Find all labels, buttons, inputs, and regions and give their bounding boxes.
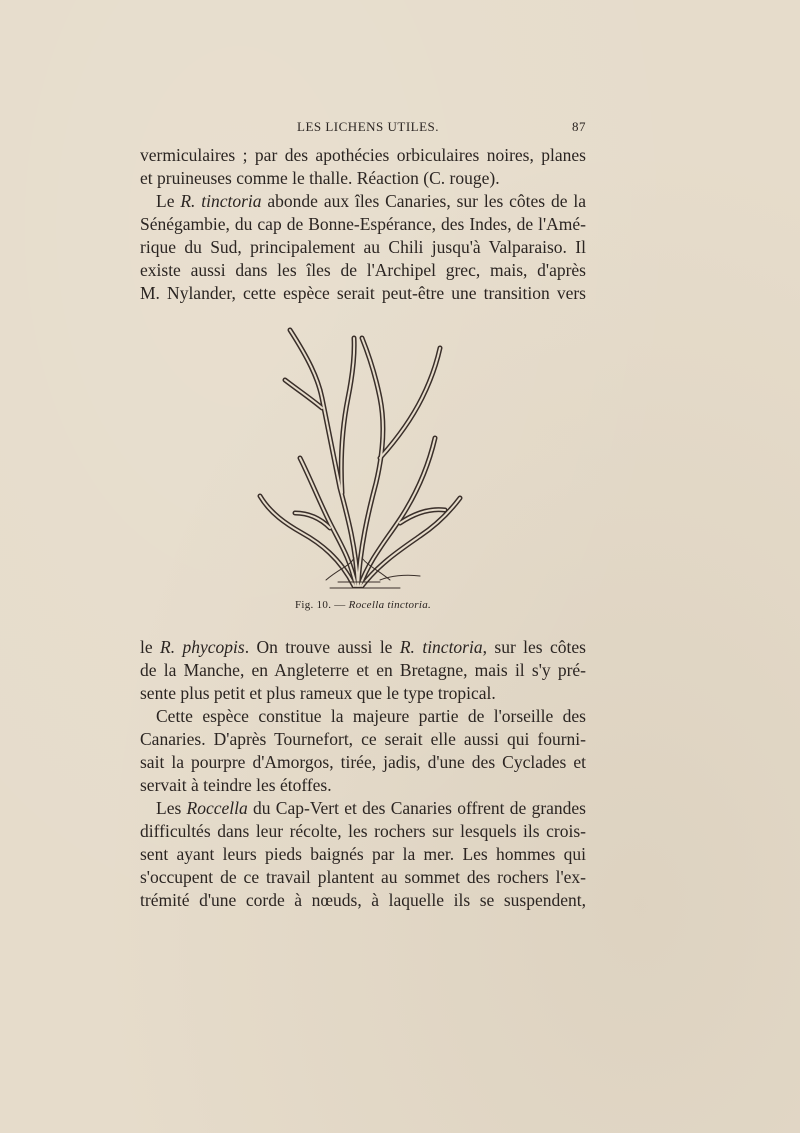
text-line [140, 636, 586, 659]
running-title: LES LICHENS UTILES. [297, 119, 440, 134]
paragraph-4 [140, 705, 586, 797]
text-line: existe aussi dans les îles de l'Archipel grec, mais, d'après [140, 260, 586, 280]
text-run: le [140, 637, 161, 657]
text-line: trémité d'une corde à nœuds, à laquelle ils se suspendent, [140, 890, 586, 910]
figure-caption [140, 599, 586, 611]
text-line: sait la pourpre d'Amorgos, tirée, jadis, d'une des Cyclades et [140, 752, 586, 772]
text-line: Canaries. D'après Tournefort, ce serait elle aussi qui fourni- [140, 729, 586, 749]
figure-illustration [230, 318, 490, 596]
text-run: . On trouve aussi le [244, 637, 400, 657]
text-line [140, 190, 586, 213]
paragraph-5 [140, 797, 586, 912]
page-number: 87 [572, 119, 586, 134]
lichen-engraving [230, 318, 490, 596]
page-header [140, 119, 586, 139]
text-run: Le [156, 191, 181, 211]
text-line: et pruineuses comme le thalle. Réaction (C. rouge). [140, 168, 500, 188]
text-line: de la Manche, en Angleterre et en Bretagne, mais il s'y pré- [140, 660, 586, 680]
text-line: difficultés dans leur récolte, les rochers sur lesquels ils crois- [140, 821, 586, 841]
text-run: Les [156, 798, 187, 818]
text-line: M. Nylander, cette espèce serait peut-être une transition vers [140, 283, 586, 303]
text-line: rique du Sud, principalement au Chili jusqu'à Valparaiso. Il [140, 237, 586, 257]
genus-name: Roccella [186, 798, 248, 818]
text-line: Cette espèce constitue la majeure partie de l'orseille des [156, 706, 586, 726]
paragraph-2 [140, 190, 586, 305]
text-line: s'occupent de ce travail plantent au sommet des rochers l'ex- [140, 867, 586, 887]
text-line: sent ayant leurs pieds baignés par la mer. Les hommes qui [140, 844, 586, 864]
caption-prefix: Fig. 10. — [294, 599, 349, 611]
text-run: , sur les côtes [482, 637, 586, 657]
species-name: R. tinctoria [180, 191, 262, 211]
caption-species: Rocella tinctoria. [348, 599, 432, 611]
text-run: abonde aux îles Canaries, sur les côtes de la [261, 191, 586, 211]
species-name: R. phycopis [160, 637, 245, 657]
text-line: sente plus petit et plus rameux que le type tropical. [140, 683, 496, 703]
paragraph-1 [140, 144, 586, 190]
species-name: R. tinctoria [399, 637, 483, 657]
text-line [140, 797, 586, 820]
text-line: servait à teindre les étoffes. [140, 775, 332, 795]
paragraph-3 [140, 636, 586, 705]
text-line: vermiculaires ; par des apothécies orbiculaires noires, planes [140, 145, 586, 165]
text-run: du Cap-Vert et des Canaries offrent de grandes [247, 798, 586, 818]
text-line: Sénégambie, du cap de Bonne-Espérance, des Indes, de l'Amé- [140, 214, 586, 234]
